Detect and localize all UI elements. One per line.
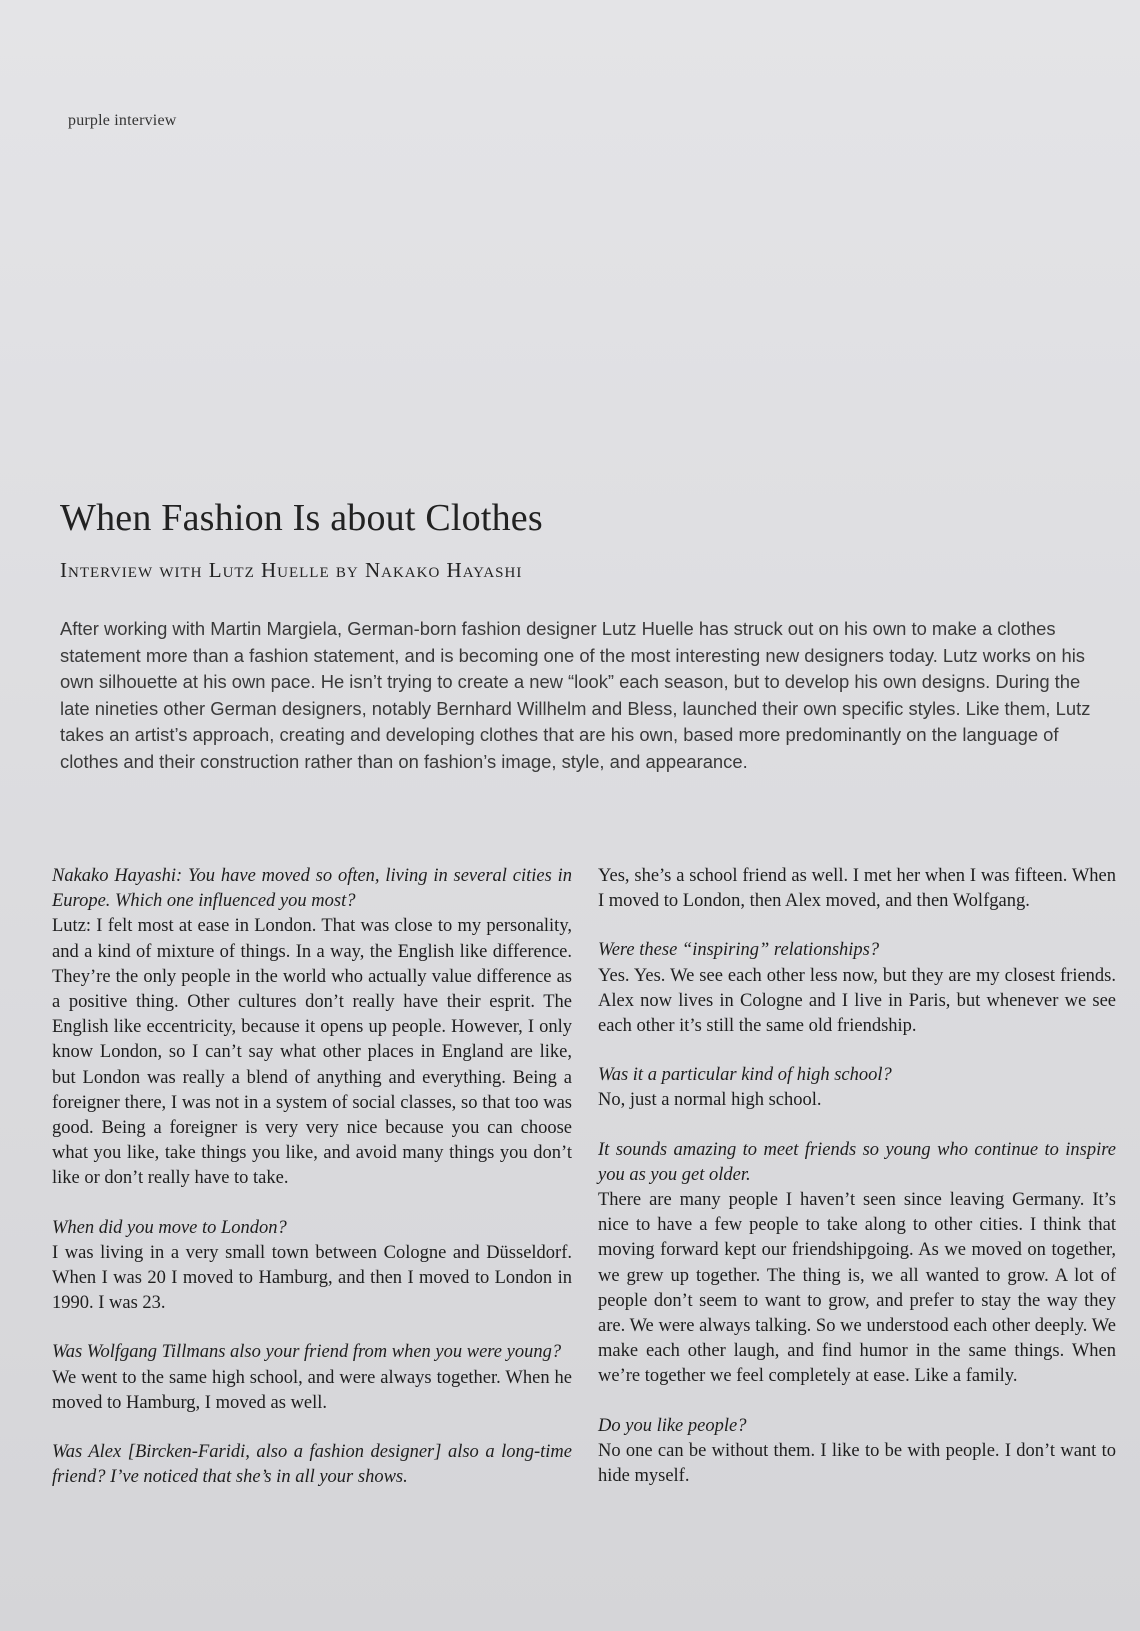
qa-block (598, 1138, 1116, 1390)
right-column (598, 864, 1116, 1513)
answer: There are many people I haven’t seen since leaving Germany. It’s nice to have a few people to take along to other cities. I think that moving forward kept our friendshipgoing. As we moved on together, we grew up together. The thing is, we all wanted to grow. A lot of people don’t seem to want to grow, and prefer to stay the way they are. We were always talking. So we understood each other deeply. We make each other laugh, and find humor in the same things. When we’re together we feel completely at ease. Like a family. (598, 1190, 1116, 1387)
qa-block (52, 864, 572, 1192)
article-subtitle: Interview with Lutz Huelle by Nakako Hayashi (60, 558, 523, 582)
question: Were these “inspiring” relationships? (598, 940, 880, 961)
qa-block (598, 1414, 1116, 1490)
qa-block (598, 938, 1116, 1039)
question: When did you move to London? (52, 1217, 287, 1238)
answer: Yes. Yes. We see each other less now, but they are my closest friends. Alex now lives in Cologne and I live in Paris, but whenever we see each other it’s still the same old friendship. (598, 965, 1116, 1037)
question: It sounds amazing to meet friends so young who continue to inspire you as you get older. (598, 1139, 1116, 1185)
question: Was it a particular kind of high school? (598, 1065, 892, 1086)
article-title: When Fashion Is about Clothes (60, 497, 543, 539)
question: Nakako Hayashi: You have moved so often, living in several cities in Europe. Which one influenced you most? (52, 866, 572, 912)
qa-block (52, 1340, 572, 1416)
question: Was Wolfgang Tillmans also your friend from when you were young? (52, 1342, 562, 1363)
article-intro: After working with Martin Margiela, German-born fashion designer Lutz Huelle has struck out on his own to make a clothes statement more than a fashion statement, and is becoming one of the most interesting new designers today. Lutz works on his own silhouette at his own pace. He isn’t trying to create a new “look” each season, but to develop his own designs. During the late nineties other German designers, notably Bernhard Willhelm and Bless, launched their own specific styles. Like them, Lutz takes an artist’s approach, creating and developing clothes that are his own, based more predominantly on the language of clothes and their construction rather than on fashion’s image, style, and appearance. (60, 618, 1091, 772)
qa-block (52, 1216, 572, 1317)
question: Was Alex [Bircken-Faridi, also a fashion designer] also a long-time friend? I’ve noticed that she’s in all your shows. (52, 1442, 572, 1488)
left-column (52, 864, 572, 1514)
continued-answer: Yes, she’s a school friend as well. I met her when I was fifteen. When I moved to London, then Alex moved, and then Wolfgang. (598, 866, 1116, 912)
answer: No one can be without them. I like to be with people. I don’t want to hide myself. (598, 1440, 1116, 1487)
answer: We went to the same high school, and were always together. When he moved to Hamburg, I moved as well. (52, 1367, 572, 1413)
answer: No, just a normal high school. (598, 1090, 822, 1111)
question: Do you like people? (598, 1415, 747, 1436)
qa-block (52, 1440, 572, 1490)
answer: Lutz: I felt most at ease in London. That was close to my personality, and a kind of mixture of things. In a way, the English like difference. They’re the only people in the world who actually value difference as a positive thing. Other cultures don’t really have their esprit. The English like eccentricity, because it opens up people. However, I only know London, so I can’t say what other places in England are like, but London was really a blend of anything and everything. Being a foreigner there, I was not in a system of social classes, so that too was good. Being a foreigner is very very nice because you can choose what you like, take things you like, and avoid many things you don’t like or don’t really have to take. (52, 916, 572, 1189)
answer: I was living in a very small town between Cologne and Düsseldorf. When I was 20 I moved to Hamburg, and then I moved to London in 1990. I was 23. (52, 1242, 572, 1314)
qa-block (598, 1063, 1116, 1113)
section-label: purple interview (68, 112, 177, 129)
